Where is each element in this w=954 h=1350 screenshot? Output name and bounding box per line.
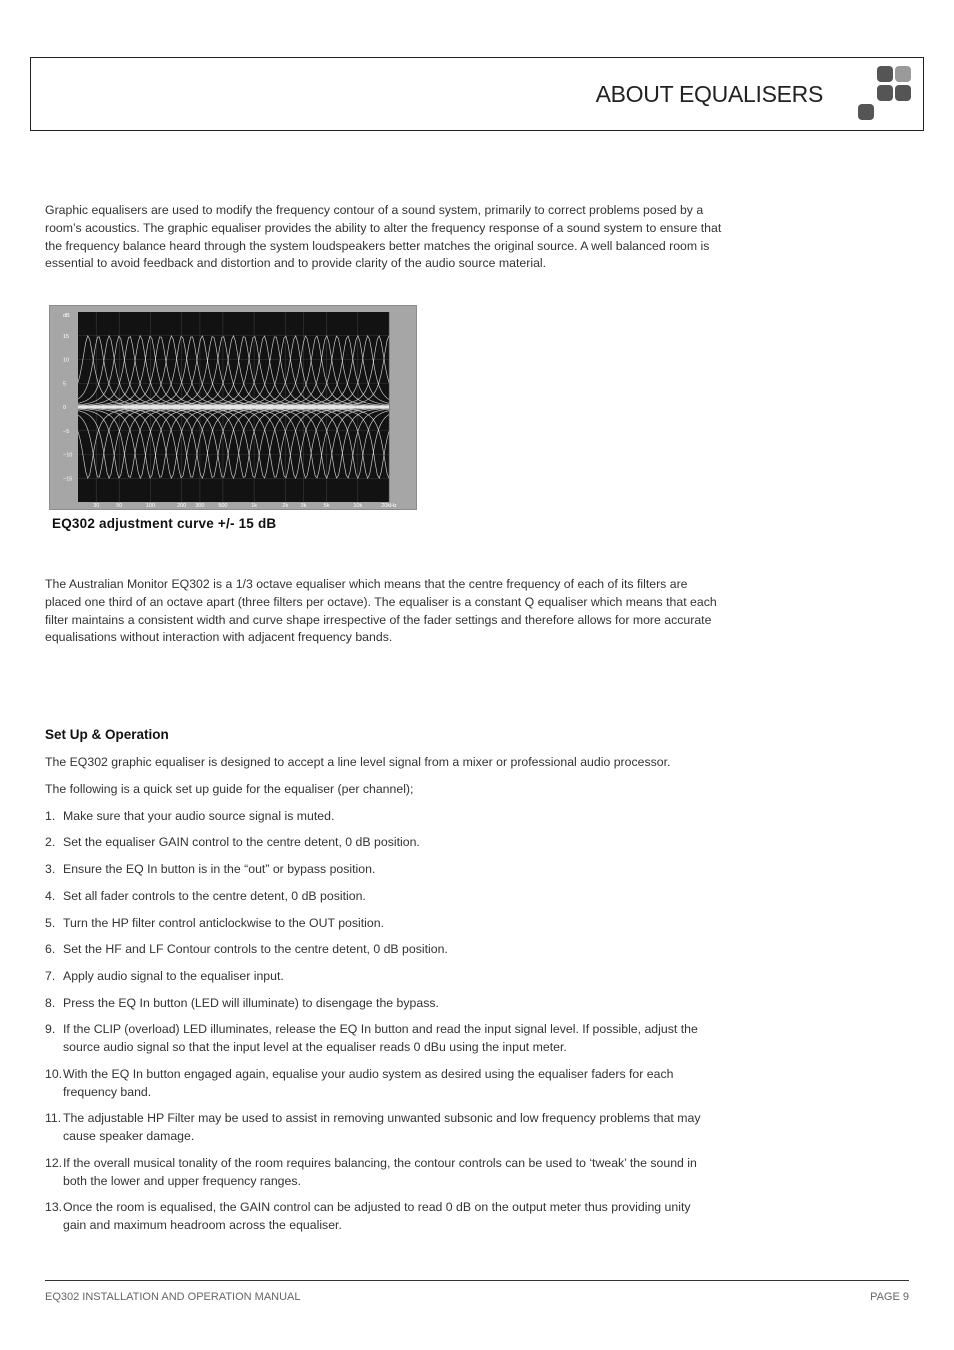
list-item [45, 1110, 715, 1146]
list-item [45, 1199, 715, 1235]
logo-square [858, 104, 874, 120]
y-tick-label: 0 [63, 405, 67, 411]
eq-curve-svg [50, 306, 416, 509]
x-tick-label: 1k [251, 503, 258, 509]
list-item-text: Make sure that your audio source signal is muted. [63, 809, 335, 823]
list-item-text: If the CLIP (overload) LED illuminates, release the EQ In button and read the input signal level. If possible, adjust the source audio signal so that the input level at the equaliser reads 0 dBu using the input meter. [63, 1022, 698, 1054]
list-item-number: 3. [45, 862, 56, 876]
footer-page-number: PAGE 9 [870, 1291, 909, 1303]
list-item-text: Set the equaliser GAIN control to the centre detent, 0 dB position. [63, 835, 420, 849]
y-axis-label: dB [63, 313, 70, 319]
logo-square [877, 85, 893, 101]
x-tick-label: 100 [145, 503, 156, 509]
list-item-text: Press the EQ In button (LED will illuminate) to disengage the bypass. [63, 996, 439, 1010]
list-item [45, 834, 715, 852]
list-item-text: Turn the HP filter control anticlockwise to the OUT position. [63, 916, 384, 930]
list-item-text: Once the room is equalised, the GAIN control can be adjusted to read 0 dB on the output meter thus providing unity gain and maximum headroom across the equaliser. [63, 1200, 691, 1232]
x-tick-label: 20kHz [381, 503, 397, 509]
list-item [45, 1021, 715, 1057]
list-item-number: 2. [45, 835, 56, 849]
intro-paragraph: Graphic equalisers are used to modify the frequency contour of a sound system, primarily to correct problems posed by a room’s acoustics. The graphic equaliser provides the ability to alter the frequency response of a sound system to ensure that the frequency balance heard through the system loudspeakers better matches the original source. A well balanced room is essential to avoid feedback and distortion and to provide clarity of the audio source material. [45, 203, 722, 271]
y-tick-label: 15 [63, 333, 70, 340]
list-item [45, 941, 715, 959]
list-item [45, 888, 715, 906]
page-title: ABOUT EQUALISERS [595, 81, 823, 107]
logo-square [877, 66, 893, 82]
x-tick-label: 5k [323, 503, 330, 509]
list-item [45, 1155, 715, 1191]
x-tick-label: 200 [177, 503, 187, 509]
x-tick-label: 10k [353, 503, 363, 509]
x-tick-label: 500 [218, 503, 228, 509]
footer-divider [45, 1280, 909, 1281]
x-tick-label: 300 [195, 503, 205, 509]
list-item [45, 1066, 715, 1102]
list-item [45, 915, 715, 933]
list-item-number: 7. [45, 969, 56, 983]
list-item [45, 968, 715, 986]
list-item-text: If the overall musical tonality of the room requires balancing, the contour controls can be used to ‘tweak’ the sound in both the lower and upper frequency ranges. [63, 1156, 697, 1188]
list-item-number: 11. [45, 1111, 62, 1125]
logo-square [895, 85, 911, 101]
logo-square [895, 66, 911, 82]
eq302-description-paragraph: The Australian Monitor EQ302 is a 1/3 octave equaliser which means that the centre frequency of each of its filters are placed one third of an octave apart (three filters per octave). The equaliser is a constant Q equaliser which means that each filter maintains a consistent width and curve shape irrespective of the fader settings and therefore allows for more accurate equalisations without interaction with adjacent frequency bands. [45, 577, 717, 645]
list-item-number: 6. [45, 942, 56, 956]
list-item [45, 861, 715, 879]
eq-curve-chart [49, 305, 417, 510]
x-tick-label: 50 [116, 503, 123, 509]
list-item-text: Set all fader controls to the centre detent, 0 dB position. [63, 889, 366, 903]
list-item-text: The adjustable HP Filter may be used to assist in removing unwanted subsonic and low frequency problems that may cause speaker damage. [63, 1111, 701, 1143]
list-item-number: 1. [45, 809, 56, 823]
y-tick-label: 10 [63, 357, 70, 364]
list-item-text: Set the HF and LF Contour controls to the centre detent, 0 dB position. [63, 942, 448, 956]
section-heading: Set Up & Operation [45, 727, 169, 742]
list-item-number: 13. [45, 1200, 63, 1214]
list-item [45, 808, 715, 826]
list-item-text: With the EQ In button engaged again, equalise your audio system as desired using the equaliser faders for each frequency band. [63, 1067, 674, 1099]
setup-intro-paragraph: The EQ302 graphic equaliser is designed to accept a line level signal from a mixer or professional audio processor. [45, 755, 671, 769]
x-tick-label: 2k [282, 503, 289, 509]
page-header [30, 57, 924, 131]
brand-logo [857, 66, 913, 122]
y-tick-label: −15 [63, 476, 73, 483]
x-tick-label: 3k [300, 503, 307, 509]
list-item-text: Ensure the EQ In button is in the “out” or bypass position. [63, 862, 376, 876]
x-tick-label: 30 [93, 503, 100, 509]
chart-caption: EQ302 adjustment curve +/- 15 dB [52, 516, 277, 531]
list-item-number: 4. [45, 889, 56, 903]
footer-manual-title: EQ302 INSTALLATION AND OPERATION MANUAL [45, 1291, 301, 1303]
list-item [45, 995, 715, 1013]
list-item-text: Apply audio signal to the equaliser input. [63, 969, 284, 983]
list-item-number: 8. [45, 996, 56, 1010]
y-tick-label: 5 [63, 381, 67, 388]
y-tick-label: −5 [63, 428, 70, 435]
list-item-number: 12. [45, 1156, 63, 1170]
list-item-number: 9. [45, 1022, 56, 1036]
list-item-number: 5. [45, 916, 56, 930]
y-tick-label: −10 [63, 452, 73, 459]
list-item-number: 10. [45, 1067, 63, 1081]
setup-guide-paragraph: The following is a quick set up guide for the equaliser (per channel); [45, 782, 414, 796]
